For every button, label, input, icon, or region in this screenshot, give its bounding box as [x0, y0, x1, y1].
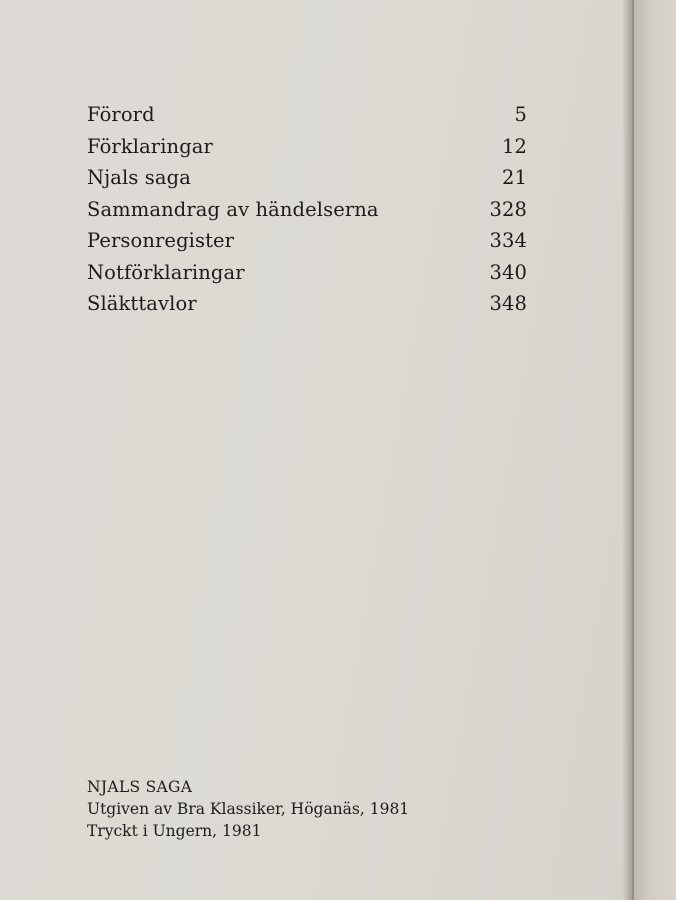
- toc-entry-title: Sammandrag av händelserna: [87, 197, 379, 221]
- toc-entry-forklaringar: [87, 135, 527, 167]
- colophon-printed-line: Tryckt i Ungern, 1981: [87, 822, 262, 840]
- toc-entry-title: Släkttavlor: [87, 292, 197, 315]
- toc-entry-title: Notförklaringar: [87, 260, 245, 284]
- colophon-publisher-line: Utgiven av Bra Klassiker, Höganäs, 1981: [87, 800, 410, 818]
- toc-entry-page: 328: [489, 197, 527, 221]
- toc-entry-sammandrag: [87, 198, 527, 230]
- toc-entry-forord: [87, 103, 527, 135]
- toc-entry-personregister: [87, 229, 527, 261]
- toc-entry-page: 12: [501, 134, 527, 158]
- toc-entry-title: Förord: [87, 103, 155, 126]
- toc-entry-page: 340: [489, 260, 527, 284]
- toc-entry-page: 5: [514, 103, 527, 126]
- toc-entry-njals-saga: [87, 166, 527, 198]
- toc-entry-slakttavlor: [87, 292, 527, 324]
- page-gutter-shadow: [622, 0, 634, 900]
- colophon: [87, 776, 409, 842]
- toc-entry-page: 348: [489, 292, 527, 315]
- toc-entry-page: 21: [501, 166, 527, 189]
- toc-entry-title: Personregister: [87, 229, 235, 252]
- table-of-contents: [87, 103, 527, 324]
- adjacent-page-edge: [634, 0, 676, 900]
- toc-entry-notforklaringar: [87, 261, 527, 293]
- toc-entry-title: Förklaringar: [87, 134, 213, 158]
- colophon-book-title: NJALS SAGA: [87, 778, 193, 796]
- toc-entry-page: 334: [489, 229, 527, 252]
- toc-entry-title: Njals saga: [87, 166, 191, 189]
